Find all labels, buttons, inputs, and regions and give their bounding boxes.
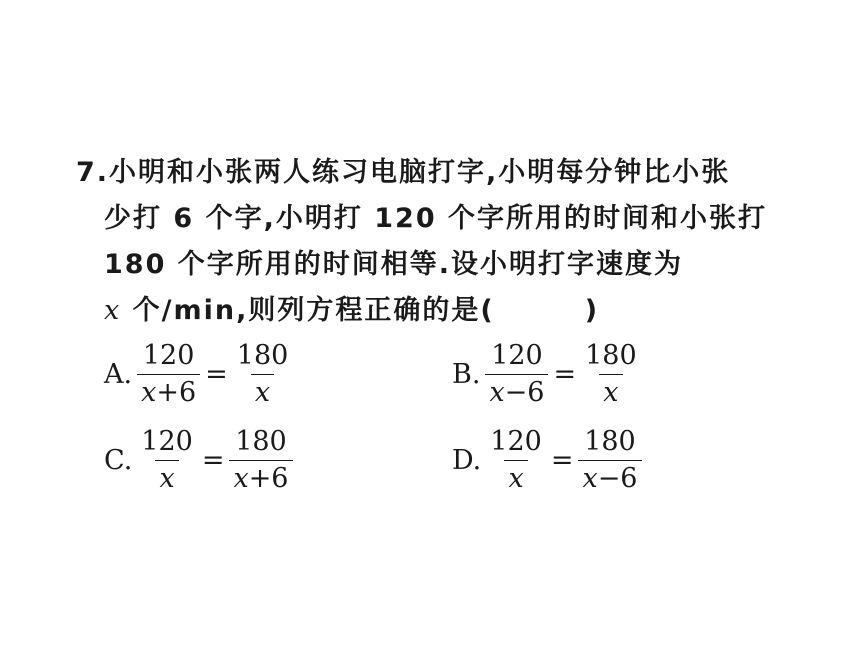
denominator: x <box>251 374 274 409</box>
right-fraction <box>229 426 292 495</box>
question-number: 7. <box>76 157 110 188</box>
option-d <box>452 426 645 495</box>
denominator: x+6 <box>137 374 200 409</box>
left-fraction <box>485 340 548 409</box>
numerator: 120 <box>142 340 195 371</box>
equals-sign: = <box>550 445 574 476</box>
question-text-line-4: 个/min,则列方程正确的是( <box>121 295 495 326</box>
numerator: 180 <box>584 426 636 457</box>
equals-sign: = <box>205 359 228 390</box>
option-letter: C. <box>104 445 133 476</box>
option-c <box>104 426 296 495</box>
numerator: 180 <box>236 340 289 371</box>
numerator: 180 <box>235 426 287 457</box>
question-text-line-1: 小明和小张两人练习电脑打字,小明每分钟比小张 <box>109 157 731 188</box>
equals-sign: = <box>201 445 225 476</box>
denominator: x+6 <box>229 460 292 495</box>
question-text-line-2: 少打 6 个字,小明打 120 个字所用的时间和小张打 <box>104 203 768 234</box>
option-a <box>104 340 295 409</box>
equals-sign: = <box>553 359 577 390</box>
left-fraction <box>137 426 197 495</box>
option-letter: D. <box>452 445 482 476</box>
question-text-line-3: 180 个字所用的时间相等.设小明打字速度为 <box>104 249 684 280</box>
denominator: x <box>155 460 178 495</box>
closing-paren: ) <box>584 295 600 326</box>
question-line-3 <box>104 242 796 288</box>
numerator: 180 <box>585 340 637 371</box>
denominator: x <box>599 374 622 409</box>
denominator: x <box>504 460 527 495</box>
right-fraction <box>578 426 641 495</box>
question-line-2 <box>104 196 796 242</box>
left-fraction <box>486 426 546 495</box>
numerator: 120 <box>141 426 193 457</box>
numerator: 120 <box>490 426 542 457</box>
option-b <box>452 340 644 409</box>
question-line-4 <box>104 288 796 334</box>
right-fraction <box>581 340 641 409</box>
left-fraction <box>137 340 200 409</box>
right-fraction <box>233 340 293 409</box>
option-letter: B. <box>452 359 481 390</box>
denominator: x−6 <box>578 460 641 495</box>
denominator: x−6 <box>485 374 548 409</box>
option-letter: A. <box>104 359 133 390</box>
question-7 <box>76 150 796 334</box>
numerator: 120 <box>491 340 543 371</box>
variable-x: x <box>104 295 122 326</box>
question-line-1 <box>76 150 796 196</box>
